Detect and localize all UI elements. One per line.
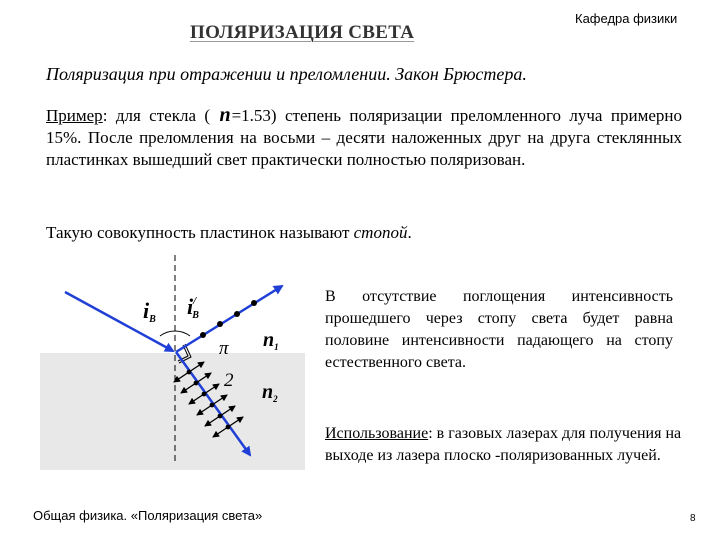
angle-2-label: 2: [224, 370, 234, 391]
n2-label: $n_2$: [262, 381, 278, 404]
example-paragraph: [46, 104, 682, 171]
brewster-diagram: [0, 250, 320, 470]
incident-ray: [65, 292, 173, 351]
absorption-paragraph: В отсутствие поглощения интенсивность прошедшего через стопу света будет равна половине интенсивности падающего на стопу естественного света.: [325, 288, 673, 371]
stack-end: .: [407, 223, 412, 242]
reflection-angle-label: i/ B: [187, 294, 199, 321]
slide-subtitle: Поляризация при отражении и преломлении. Закон Брюстера.: [46, 64, 527, 84]
page-number: 8: [690, 513, 696, 524]
glass-medium: [40, 353, 305, 470]
polarization-dot: [234, 311, 240, 317]
department-label: Кафедра физики: [575, 11, 678, 26]
n1-label: $n_1$: [263, 329, 279, 352]
polarization-dot: [202, 392, 207, 397]
polarization-dot: [218, 414, 223, 419]
refractive-index-symbol: n: [219, 104, 231, 126]
footer-course: Общая физика. «Поляризация света»: [33, 508, 263, 523]
polarization-dot: [210, 403, 215, 408]
example-label: Пример: [46, 106, 103, 125]
usage-paragraph: [325, 423, 685, 467]
stack-term: стопой: [353, 223, 408, 242]
example-text-start: : для стекла (: [102, 106, 219, 125]
polarization-dot: [187, 370, 192, 375]
usage-text: : в газовых лазерах для получения на выходе из лазера плоско -поляризованных лучей.: [325, 425, 682, 464]
pi-label: π: [219, 338, 229, 359]
polarization-dot: [226, 425, 231, 430]
polarization-dot: [251, 300, 257, 306]
polarization-dot: [217, 321, 223, 327]
usage-label: Использование: [325, 425, 429, 442]
incidence-angle-label: iB: [143, 298, 156, 325]
stack-paragraph: [46, 222, 682, 244]
stack-text: Такую совокупность пластинок называют: [46, 223, 354, 242]
polarization-dot: [194, 381, 199, 386]
example-text-rest: =1.53) степень поляризации преломленного луча примерно 15%. После преломления на восьми – десяти наложенных друг на друга стеклянных пластинках вышедший свет практически полностью поляризован.: [46, 106, 682, 169]
page-title: ПОЛЯРИЗАЦИЯ СВЕТА: [190, 22, 415, 43]
polarization-dot: [200, 332, 206, 338]
